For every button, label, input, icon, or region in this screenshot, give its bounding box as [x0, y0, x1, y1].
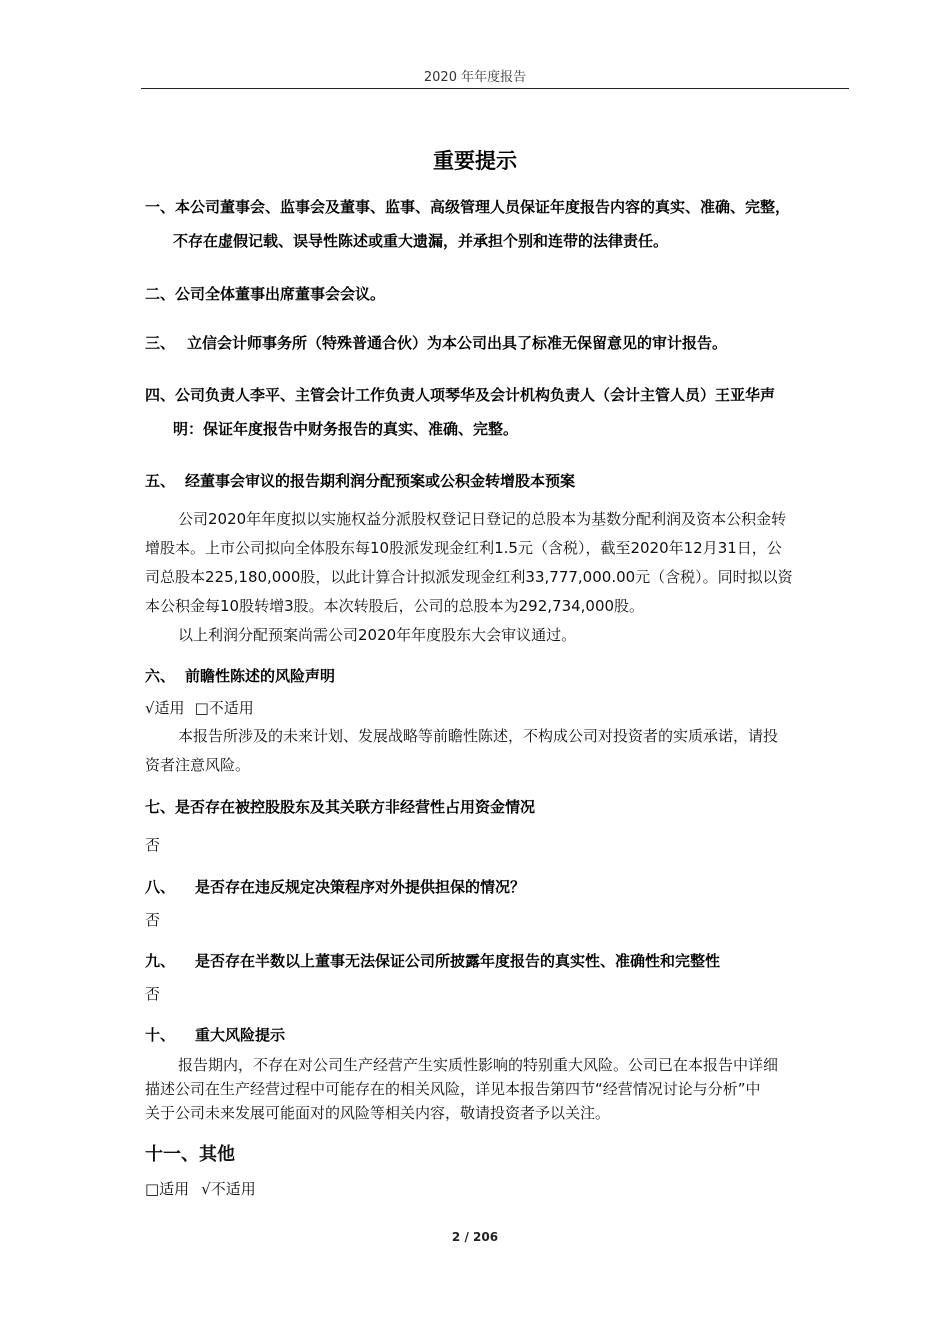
running-header: 2020 年年度报告 [423, 70, 527, 85]
item-six-options [145, 697, 855, 718]
item-six-heading [145, 665, 855, 686]
item-nine-number: 九、 [145, 952, 176, 970]
page-title: 重要提示 [433, 149, 517, 173]
item-five-para2: 以上利润分配预案尚需公司2020年年度股东大会审议通过。 [178, 626, 577, 644]
item-ten-para-line1: 报告期内，不存在对公司生产经营产生实质性影响的特别重大风险。公司已在本报告中详细 [178, 1056, 779, 1074]
item-three-text: 立信会计师事务所（特殊普通合伙）为本公司出具了标准无保留意见的审计报告。 [187, 334, 728, 352]
item-ten-number: 十、 [145, 1026, 176, 1044]
option-not-applicable-checked: √不适用 [201, 1180, 256, 1198]
item-two: 二、公司全体董事出席董事会会议。 [145, 285, 386, 303]
item-six-para-line1: 本报告所涉及的未来计划、发展战略等前瞻性陈述，不构成公司对投资者的实质承诺，请投 [178, 727, 779, 745]
item-eleven-options [145, 1178, 855, 1199]
item-nine-answer: 否 [145, 985, 161, 1003]
item-four-line1: 四、公司负责人李平、主管会计工作负责人项琴华及会计机构负责人（会计主管人员）王亚华声 [145, 386, 776, 404]
item-eight-title: 是否存在违反规定决策程序对外提供担保的情况？ [195, 878, 526, 896]
option-applicable-checked: √适用 [145, 699, 185, 717]
item-four-line2: 明：保证年度报告中财务报告的真实、准确、完整。 [173, 420, 519, 438]
page-number: 2 / 206 [451, 1230, 499, 1244]
item-five-para1-line1: 公司2020年年度拟以实施权益分派股权登记日登记的总股本为基数分配利润及资本公积金转 [178, 510, 787, 528]
item-five-para1-line3: 司总股本225,180,000股，以此计算合计拟派发现金红利33,777,000.00元（含税）。同时拟以资 [145, 568, 793, 586]
item-eight-number: 八、 [145, 878, 176, 896]
item-five-number: 五、 [145, 472, 176, 490]
item-eleven-heading: 十一、其他 [145, 1144, 235, 1165]
option-not-applicable: □不适用 [194, 699, 254, 717]
option-applicable: □适用 [145, 1180, 190, 1198]
item-five-para1-line2: 增股本。上市公司拟向全体股东每10股派发现金红利1.5元（含税），截至2020年12月31日，公 [145, 539, 782, 557]
item-ten-heading [145, 1024, 855, 1045]
item-seven-answer: 否 [145, 836, 161, 854]
item-ten-para-line3: 关于公司未来发展可能面对的风险等相关内容，敬请投资者予以关注。 [145, 1104, 611, 1122]
item-five-title: 经董事会审议的报告期利润分配预案或公积金转增股本预案 [185, 472, 576, 490]
item-one-line2: 不存在虚假记载、误导性陈述或重大遗漏，并承担个别和连带的法律责任。 [173, 232, 669, 250]
item-eight-answer: 否 [145, 911, 161, 929]
item-one-line1: 一、本公司董事会、监事会及董事、监事、高级管理人员保证年度报告内容的真实、准确、完整， [145, 198, 791, 216]
item-nine-title: 是否存在半数以上董事无法保证公司所披露年度报告的真实性、准确性和完整性 [195, 952, 721, 970]
header-divider [141, 88, 849, 89]
item-six-number: 六、 [145, 667, 176, 685]
item-ten-para-line2: 描述公司在生产经营过程中可能存在的相关风险，详见本报告第四节“经营情况讨论与分析”中 [145, 1080, 761, 1098]
item-three-number: 三、 [145, 334, 176, 352]
item-eight-heading [145, 876, 855, 897]
item-ten-title: 重大风险提示 [195, 1026, 286, 1044]
item-five-heading [145, 470, 855, 491]
item-nine-heading [145, 950, 855, 971]
item-six-title: 前瞻性陈述的风险声明 [185, 667, 336, 685]
item-seven-heading: 七、是否存在被控股股东及其关联方非经营性占用资金情况 [145, 798, 536, 816]
item-three [145, 332, 855, 353]
item-five-para1-line4: 本公积金每10股转增3股。本次转股后，公司的总股本为292,734,000股。 [145, 597, 645, 615]
item-six-para-line2: 资者注意风险。 [145, 756, 251, 774]
